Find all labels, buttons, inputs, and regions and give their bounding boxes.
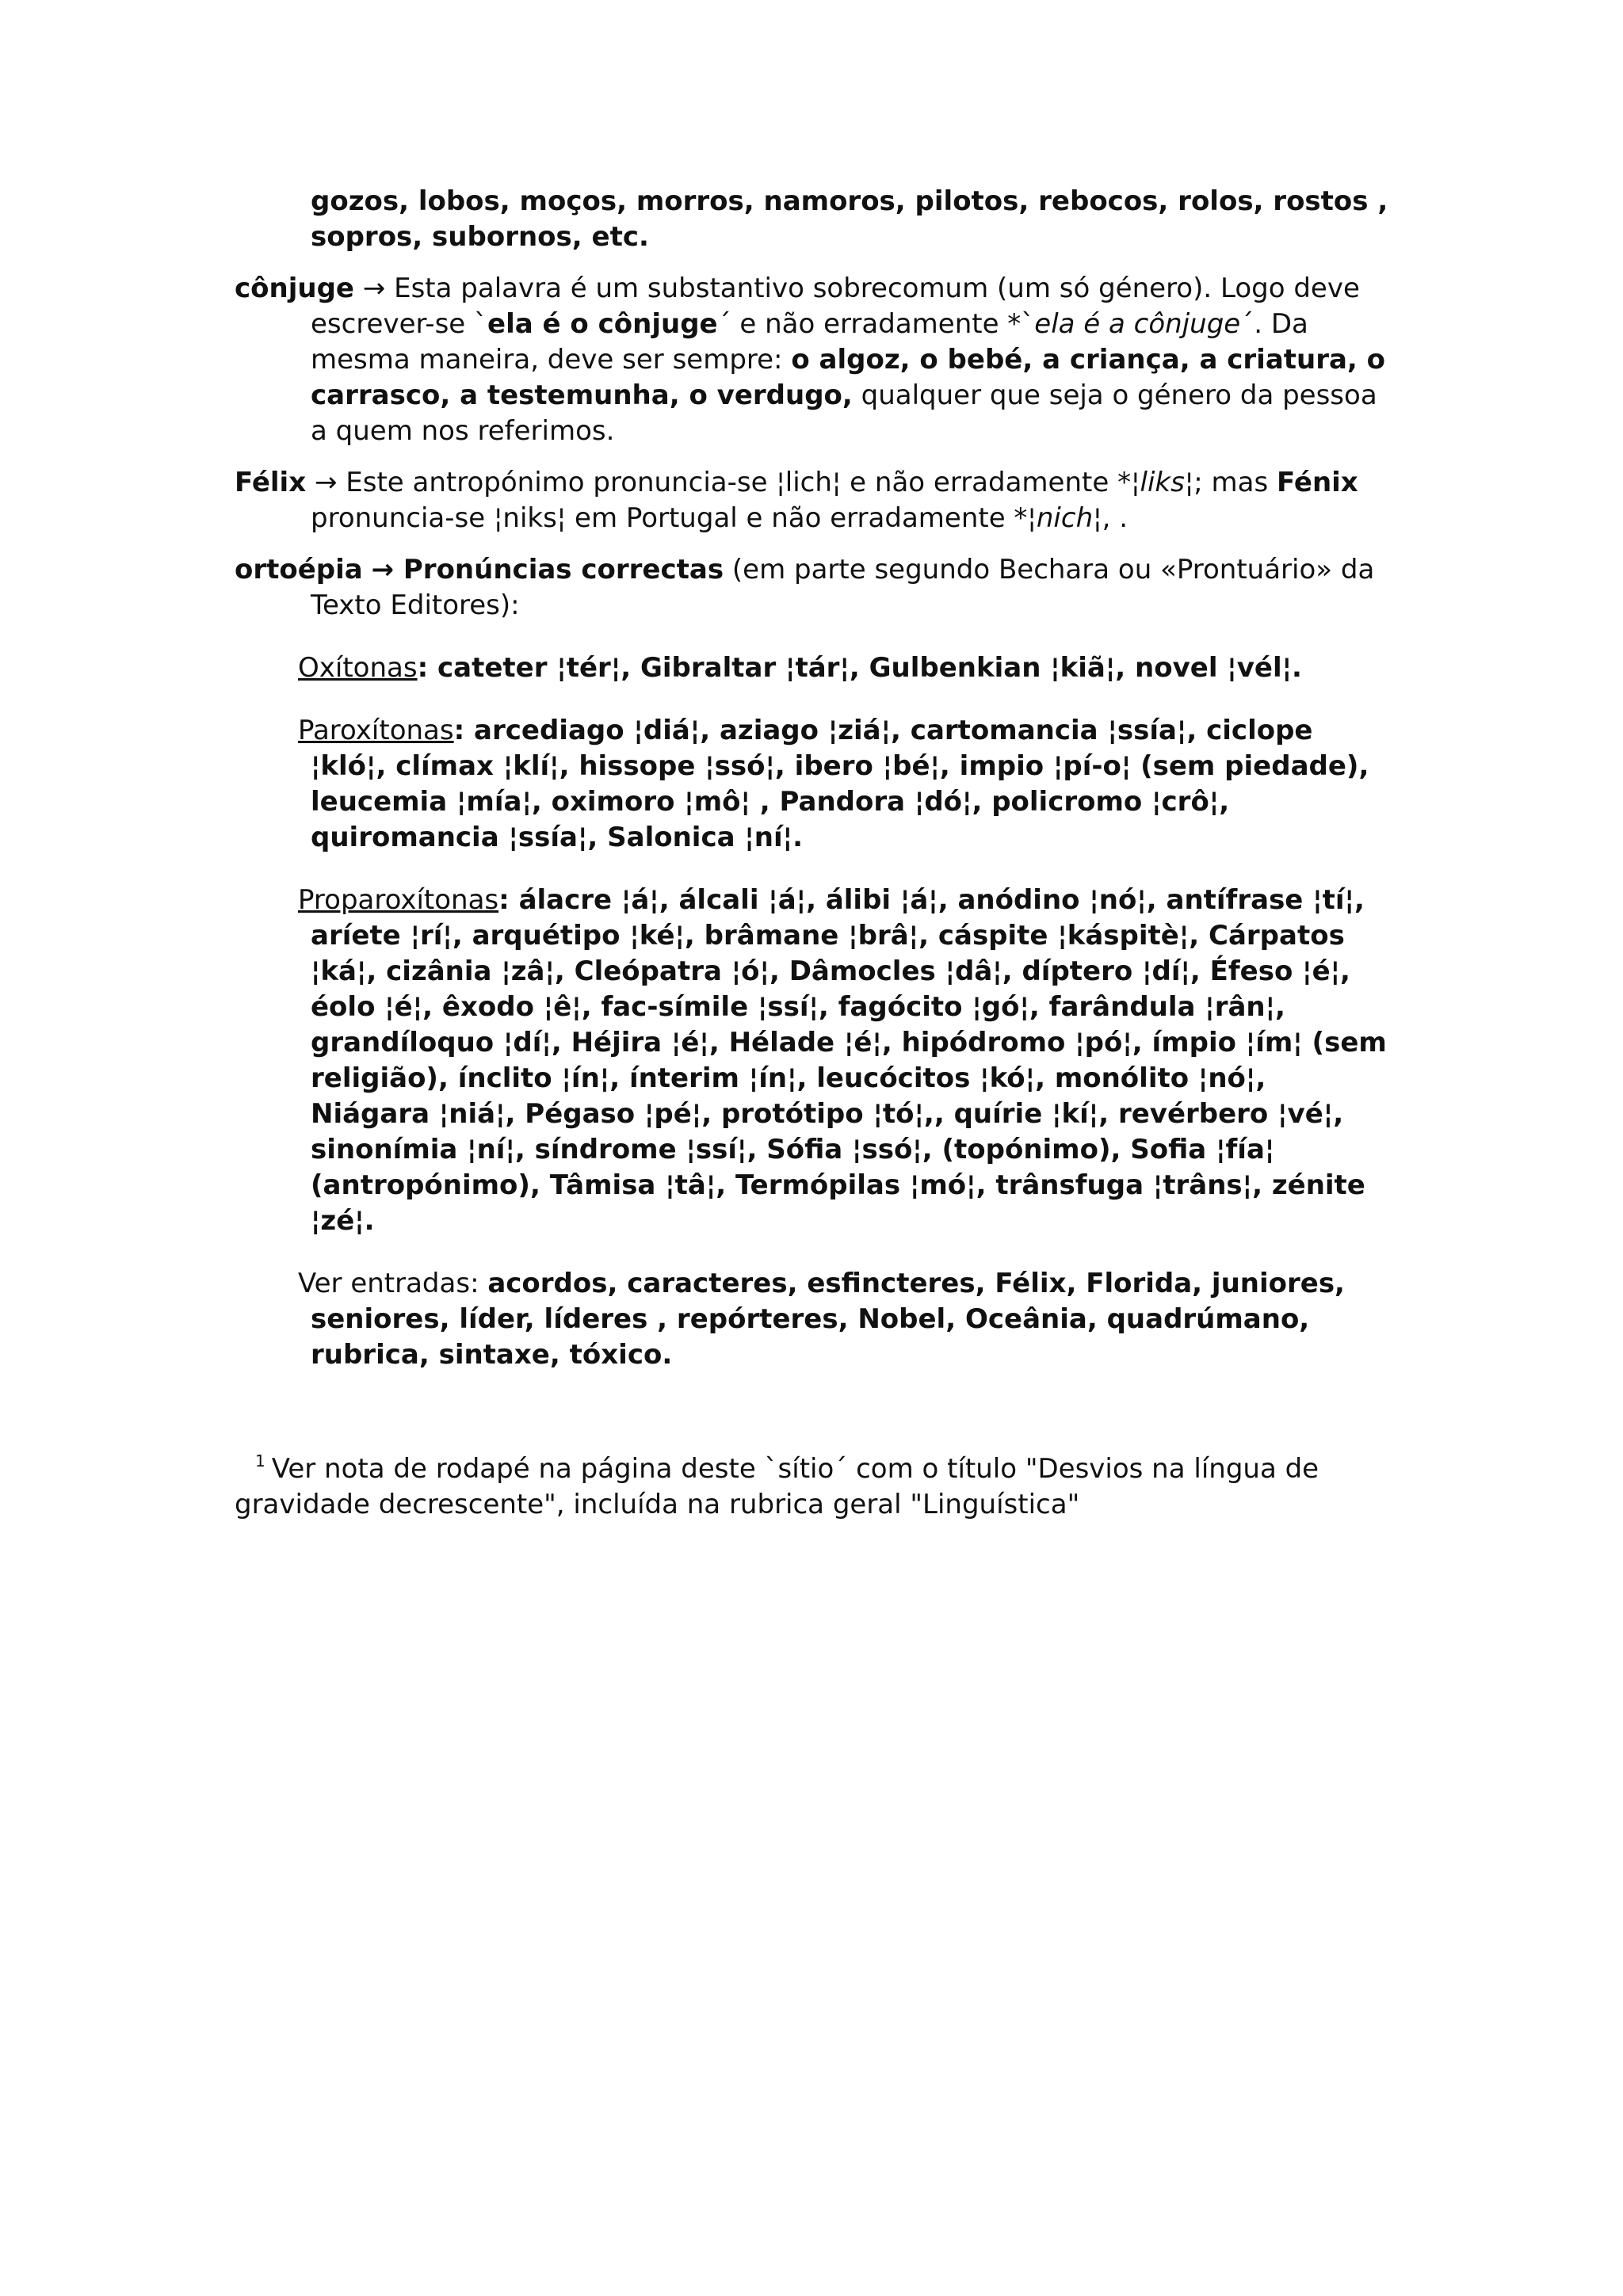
entry-text: (em parte segundo Bechara ou «Prontuário» da Texto Editores): bbox=[311, 554, 1375, 621]
section-list-oxitonas: : cateter ¦tér¦, Gibraltar ¦tár¦, Gulbenkian ¦kiã¦, novel ¦vél¦. bbox=[417, 652, 1302, 684]
entry-bold: Fénix bbox=[1277, 467, 1358, 498]
section-list-paroxitonas: : arcediago ¦diá¦, aziago ¦ziá¦, cartomancia ¦ssía¦, ciclope ¦kló¦, clímax ¦klí¦, hissope ¦ssó¦, ibero ¦bé¦, impio ¦pí-o¦ (sem piedade), leucemia ¦mía¦, oximoro ¦mô¦ , Pandora ¦dó¦, policromo ¦crô¦, quiromancia ¦ssía¦, Salonica ¦ní¦. bbox=[311, 715, 1369, 853]
entry-felix bbox=[235, 465, 1392, 536]
headword-felix: Félix bbox=[235, 467, 307, 498]
entry-italic: nich bbox=[1036, 502, 1094, 534]
footnote-marker: 1 bbox=[255, 1451, 265, 1470]
section-proparoxitonas bbox=[298, 883, 1392, 1239]
entry-text: ´ e não erradamente *` bbox=[717, 308, 1035, 340]
section-label-proparoxitonas: Proparoxítonas bbox=[298, 884, 499, 916]
entry-bold: o algoz, o bebé, a criança, a criatura, o carrasco, a testemunha, o verdugo, bbox=[311, 344, 1386, 411]
entry-text: ¦, . bbox=[1093, 502, 1128, 534]
entry-text: ´. Da mesma maneira, deve ser sempre: bbox=[311, 308, 1308, 376]
example-words: gozos, lobos, moços, morros, namoros, pilotos, rebocos, rolos, rostos , sopros, subornos, etc. bbox=[311, 185, 1388, 253]
entry-bold: Pronúncias correctas bbox=[394, 554, 724, 585]
headword-ortoepia: ortoépia bbox=[235, 554, 363, 585]
section-paroxitonas bbox=[298, 713, 1392, 856]
entry-text: pronuncia-se ¦niks¦ em Portugal e não erradamente *¦ bbox=[311, 502, 1037, 534]
arrow: → bbox=[371, 554, 395, 585]
footnote-text: Ver nota de rodapé na página deste `sítio´ com o título "Desvios na língua de gravidade decrescente", incluída na rubrica geral "Linguística" bbox=[235, 1453, 1319, 1520]
entry-italic: ela é a cônjuge bbox=[1034, 308, 1241, 340]
entry-conjuge bbox=[235, 271, 1392, 449]
section-list-proparoxitonas: : álacre ¦á¦, álcali ¦á¦, álibi ¦á¦, anódino ¦nó¦, antífrase ¦tí¦, aríete ¦rí¦, arquétipo ¦ké¦, brâmane ¦brâ¦, cáspite ¦káspitè¦, Cárpatos ¦ká¦, cizânia ¦zâ¦, Cleópatra ¦ó¦, Dâmocles ¦dâ¦, díptero ¦dí¦, Éfeso ¦é¦, éolo ¦é¦, êxodo ¦ê¦, fac-símile ¦ssí¦, fagócito ¦gó¦, farândula ¦rân¦, grandíloquo ¦dí¦, Héjira ¦é¦, Hélade ¦é¦, hipódromo ¦pó¦, ímpio ¦ím¦ (sem religião), ínclito ¦ín¦, ínterim ¦ín¦, leucócitos ¦kó¦, monólito ¦nó¦, Niágara ¦niá¦, Pégaso ¦pé¦, protótipo ¦tó¦,, quírie ¦kí¦, revérbero ¦vé¦, sinonímia ¦ní¦, síndrome ¦ssí¦, Sófia ¦ssó¦, (topónimo), Sofia ¦fía¦ (antropónimo), Tâmisa ¦tâ¦, Termópilas ¦mó¦, trânsfuga ¦trâns¦, zénite ¦zé¦. bbox=[311, 884, 1387, 1237]
arrow: → bbox=[362, 273, 386, 304]
entry-text: Este antropónimo pronuncia-se ¦lich¦ e não erradamente *¦ bbox=[337, 467, 1140, 498]
section-label-paroxitonas: Paroxítonas bbox=[298, 715, 454, 746]
headword-conjuge: cônjuge bbox=[235, 273, 354, 304]
entry-italic: liks bbox=[1140, 467, 1185, 498]
continuation-paragraph bbox=[235, 184, 1392, 255]
entry-bold: ela é o cônjuge bbox=[487, 308, 718, 340]
ver-entradas-list: acordos, caracteres, esfincteres, Félix, Florida, juniores, seniores, líder, líderes , repórteres, Nobel, Oceânia, quadrúmano, rubrica, sintaxe, tóxico. bbox=[311, 1268, 1345, 1371]
section-oxitonas bbox=[298, 650, 1392, 686]
dictionary-content bbox=[235, 184, 1392, 1383]
entry-ortoepia bbox=[235, 552, 1392, 624]
footnote bbox=[235, 1444, 1392, 1523]
section-ver-entradas bbox=[298, 1266, 1392, 1373]
entry-text: ¦; mas bbox=[1184, 467, 1277, 498]
ver-entradas-label: Ver entradas: bbox=[298, 1268, 488, 1299]
section-label-oxitonas: Oxítonas bbox=[298, 652, 418, 684]
entry-text: Esta palavra é um substantivo sobrecomum (um só género). Logo deve escrever-se ` bbox=[311, 273, 1360, 340]
arrow: → bbox=[314, 467, 338, 498]
entry-text: qualquer que seja o género da pessoa a quem nos referimos. bbox=[311, 379, 1377, 447]
